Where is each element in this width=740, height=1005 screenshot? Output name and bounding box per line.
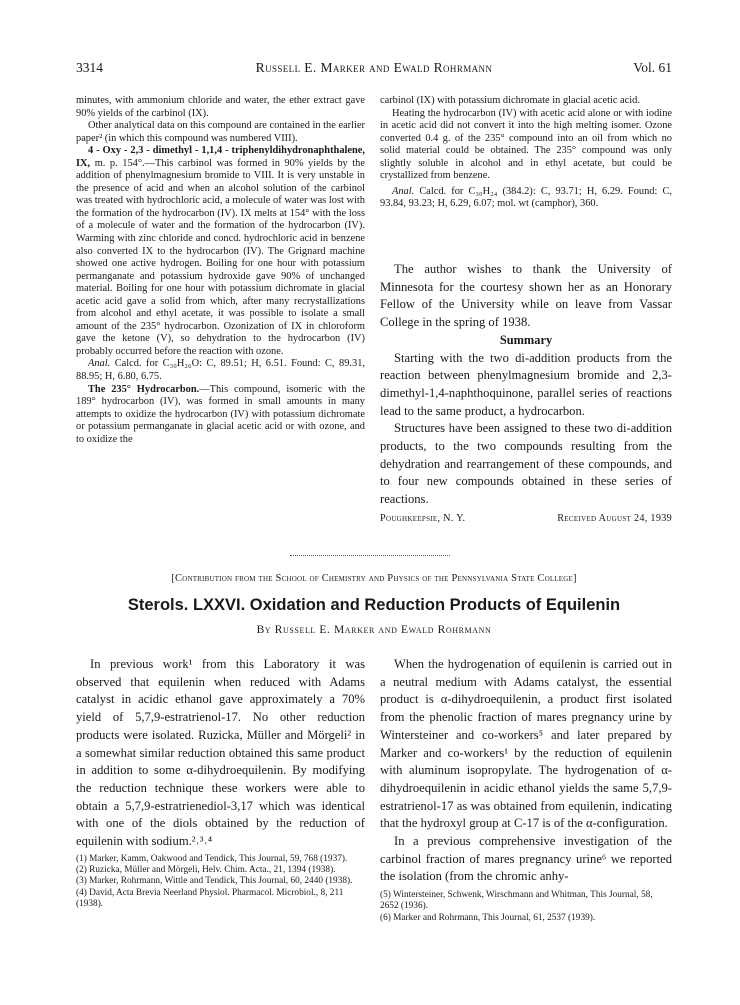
contribution-line: [Contribution from the School of Chemistry and Physics of the Pennsylvania State College] — [171, 573, 577, 584]
acknowledgment: The author wishes to thank the University of Minnesota for the courtesy shown her as an Honorary Fellow of the University while on leave from Vassar College in the spring of 1938. — [380, 262, 672, 330]
page-header — [76, 60, 672, 80]
page-number: 3314 — [76, 60, 103, 75]
paragraph: Heating the hydrocarbon (IV) with acetic acid alone or with iodine in acetic acid did not convert it into the high melting isomer. Ozone converted 0.4 g. of the 235° compound into an oil from which no solid material could be obtained. The 235° compound was only slightly soluble in alcohol and in ethyl acetate, but could be crystallized from benzene. — [380, 107, 672, 182]
summary-item: Structures have been assigned to these two di-addition products, to the two compounds resulting from the dehydration and rearrangement of these compounds, and to four new compounds obtained in these series of reactions. — [380, 421, 672, 507]
running-head: Russell E. Marker and Ewald Rohrmann — [255, 60, 493, 75]
paragraph: The 235° Hydrocarbon.—This compound, isomeric with the 189° hydrocarbon (IV), was formed in small amounts in many attempts to oxidize the hydrocarbon (IV) with potassium dichromate or potassium permanganate in glacial acetic acid or with ozone, and to oxidize the — [76, 383, 365, 445]
place: Poughkeepsie, N. Y. — [380, 512, 466, 524]
paragraph: 4 - Oxy - 2,3 - dimethyl - 1,1,4 - triphenyldihydronaphthalene, IX, m. p. 154°.—This carbinol was formed in 90% yields by the addition of phenylmagnesium bromide to VIII. It is very unstable in the presence of acid and when an alcohol solution of the carbinol was treated with hydrochloric acid, a molecule of water was lost with the formation of the hydrocarbon (IV). IX melts at 154° with the loss of a molecule of water and the formation of the hydrocarbon (IV). Warming with zinc chloride and concd. hydrochloric acid in benzene also converted IX to the hydrocarbon (IV). The Grignard machine showed one active hydrogen. Boiling for one hour with potassium permanganate and potassium hydroxide gave 90% of unchanged material. Boiling for one hour with potassium dichromate in glacial acetic acid gave a solid from which, after many recrystallizations from alcohol and ethyl acetate, it was possible to isolate a small amount of the 235° hydrocarbon. Ozonization of IX in chloroform gave the ketone (V), so dehydration to the hydrocarbon (IV) probably occurred before the reaction with ozone. — [76, 145, 365, 357]
received-date: Received August 24, 1939 — [557, 512, 672, 524]
volume-label: Vol. 61 — [633, 60, 672, 75]
paragraph: In a previous comprehensive investigation of the carbinol fraction of mares pregnancy urine⁶ we reported the isolation (from the chromic anhy- — [380, 834, 672, 884]
analysis-paragraph: Anal. Calcd. for C₃₀H₂₄ (384.2): C, 93.71; H, 6.29. Found: C, 93.84, 93.23; H, 6.29, 6.07; mol. wt (camphor), 360. — [380, 185, 672, 210]
analysis-paragraph: Anal. Calcd. for C₃₀H₂₆O: C, 89.51; H, 6.51. Found: C, 89.31, 88.95; H, 6.80, 6.75. — [76, 358, 365, 383]
paragraph: When the hydrogenation of equilenin is carried out in a neutral medium with Adams catalyst, the essential product is α-dihydroequilenin, a product first isolated from the phenolic fraction of mares pregnancy urine by Wintersteiner and co-workers⁵ and later prepared by Marker and co-workers¹ by the reduction of equilenin with aluminum isopropylate. The hydrogenation of α-dihydroequilenin in acidic ethanol yields the same 5,7,9-estratrienol-17 as was obtained from equilenin, indicating that the hydroxyl group at C-17 is of the α-configuration. — [380, 657, 672, 831]
new-article-left-column — [76, 656, 365, 910]
footnote: (6) Marker and Rohrmann, This Journal, 61, 2537 (1939). — [380, 912, 596, 923]
summary-heading: Summary — [499, 332, 553, 347]
anal-label: Anal. — [88, 358, 111, 370]
paragraph: minutes, with ammonium chloride and water, the ether extract gave 90% yields of the carbinol (IX). — [76, 95, 365, 119]
footnote: (3) Marker, Rohrmann, Wittle and Tendick, This Journal, 60, 2440 (1938). — [76, 876, 353, 887]
paragraph: In previous work¹ from this Laboratory it was observed that equilenin when reduced with Adams catalyst in acidic ethanol gave approximately a 70% yield of 5,7,9-estratrienol-17. No other reduction products were isolated. Ruzicka, Müller and Mörgeli² in a somewhat similar reduction obtained this same product in addition to some α-dihydroequilenin. By modifying the reduction technique these workers were able to obtain a 5,7,9-estratrienediol-3,17 which was identical with one of the diols obtained by the reduction of equilenin with sodium.²˒³˒⁴ — [76, 657, 365, 849]
article-title: Sterols. LXXVI. Oxidation and Reduction Products of Equilenin — [127, 596, 621, 614]
footnotes-left — [76, 854, 365, 910]
footnote: (4) David, Acta Brevia Neerland Physiol. Pharmacol. Microbiol., 8, 211 (1938). — [76, 887, 344, 909]
compound-heading: 4 - Oxy - 2,3 - dimethyl - 1,1,4 - triphenyldihydronaphthalene, IX, — [76, 145, 365, 169]
prev-article-right-column — [380, 95, 672, 211]
new-article-right-column — [380, 656, 672, 924]
prev-article-left-column — [76, 95, 365, 446]
article-separator — [290, 555, 450, 556]
footnote: (5) Wintersteiner, Schwenk, Wirschmann and Whitman, This Journal, 58, 2652 (1936). — [380, 890, 653, 912]
paragraph: Other analytical data on this compound are contained in the earlier paper² (in which this compound was numbered VIII). — [76, 120, 365, 144]
summary-item: Starting with the two di-addition products from the reaction between phenylmagnesium bromide and 2,3-dimethyl-1,4-naphthoquinone, parallel series of reactions lead to the same product, a hydrocarbon. — [380, 350, 672, 418]
signature-line — [380, 510, 672, 528]
prev-article-conclusion — [380, 261, 672, 528]
article-authors: By Russell E. Marker and Ewald Rohrmann — [256, 624, 492, 636]
anal-label: Anal. — [392, 185, 415, 197]
footnote: (1) Marker, Kamm, Oakwood and Tendick, This Journal, 59, 768 (1937). — [76, 853, 348, 864]
compound-heading: The 235° Hydrocarbon. — [88, 383, 200, 395]
footnotes-right — [380, 890, 672, 924]
footnote: (2) Ruzicka, Müller and Mörgeli, Helv. Chim. Acta., 21, 1394 (1938). — [76, 865, 336, 876]
paragraph: carbinol (IX) with potassium dichromate in glacial acetic acid. — [380, 95, 640, 106]
